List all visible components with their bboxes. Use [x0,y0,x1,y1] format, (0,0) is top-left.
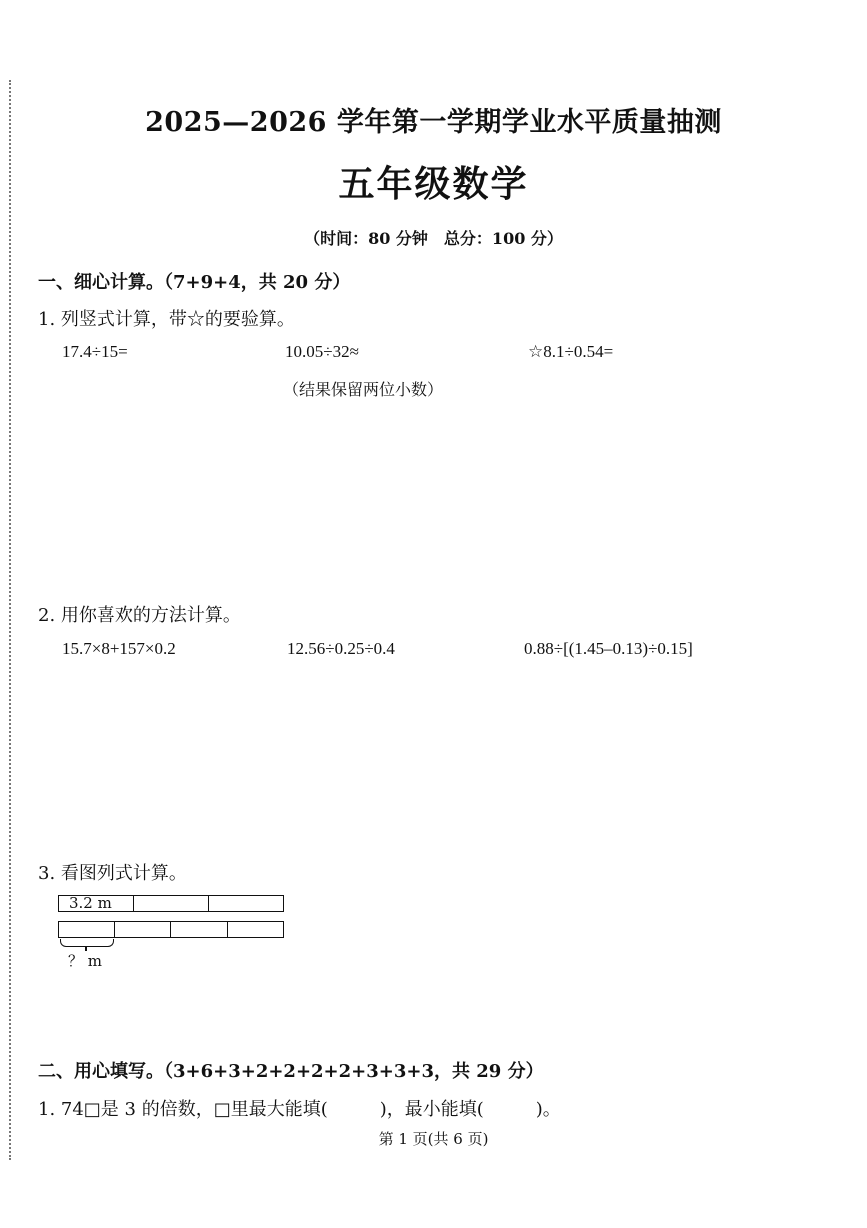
question-1-3-prompt: 3. 看图列式计算。 [38,863,187,884]
problem-1-1-b: 10.05÷32≈ [285,342,359,361]
unknown-length-label: ？ m [68,952,102,970]
subject-title: 五年级数学 [338,163,529,205]
question-1-2-prompt: 2. 用你喜欢的方法计算。 [38,605,241,626]
question-2-1-part-1: 1. 74□是 3 的倍数，□里最大能填( [38,1099,328,1120]
rounding-note: （结果保留两位小数） [283,380,444,399]
bottom-bar-segment-4 [228,922,282,937]
question-2-1-part-2: )，最小能填( [379,1099,484,1120]
problem-1-1-a: 17.4÷15= [62,342,128,361]
question-1-1-prompt: 1. 列竖式计算，带☆的要验算。 [38,309,295,330]
question-2-1-part-3: )。 [535,1099,561,1120]
section-2-heading: 二、用心填写。（3+6+3+2+2+2+2+3+3+3，共 29 分） [38,1061,544,1082]
top-bar-segment-3 [209,896,282,911]
bottom-bar-segment-1 [59,922,115,937]
problem-1-2-b: 12.56÷0.25÷0.4 [287,639,395,658]
page-footer: 第 1 页(共 6 页) [378,1130,489,1148]
exam-info: （时间：80 分钟 总分：100 分） [304,229,563,248]
top-bar-label: 3.2 m [69,894,112,912]
problem-1-2-c: 0.88÷[(1.45–0.13)÷0.15] [524,639,693,658]
brace-under-first-segment [60,939,114,947]
bottom-bar-segment-3 [171,922,228,937]
problem-1-1-c: ☆8.1÷0.54= [528,342,614,361]
top-bar-segment-2 [134,896,209,911]
exam-title: 2025—2026 学年第一学期学业水平质量抽测 [145,107,722,138]
bottom-bar-segment-2 [115,922,171,937]
question-2-1 [38,1095,561,1121]
top-bar-segment-1 [59,896,134,911]
problem-1-2-a: 15.7×8+157×0.2 [62,639,176,658]
bottom-segment-bar [58,921,284,938]
section-1-heading: 一、细心计算。（7+9+4，共 20 分） [38,272,351,293]
top-segment-bar [58,895,284,912]
